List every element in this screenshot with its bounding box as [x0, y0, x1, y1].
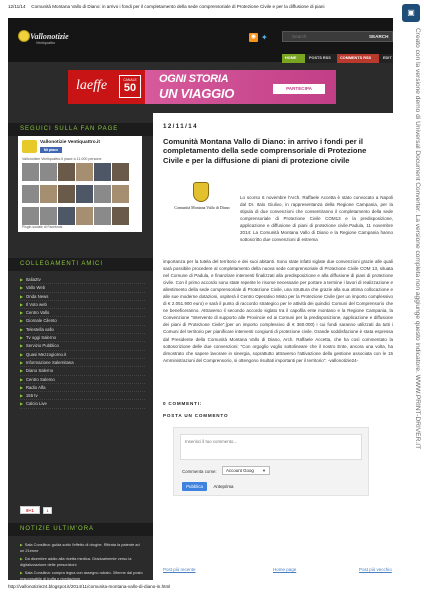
- link-label: Telestella vallo: [25, 326, 54, 332]
- comments-count: 0 COMMENTI:: [163, 401, 203, 406]
- bullet-arrow-icon: ▶: [20, 377, 23, 382]
- bullet-arrow-icon: ▶: [20, 385, 23, 390]
- bullet-arrow-icon: ▶: [20, 286, 23, 291]
- banner-brand-panel: [68, 70, 145, 104]
- chevron-down-icon: ▼: [262, 468, 266, 473]
- list-item[interactable]: [20, 326, 145, 334]
- list-item[interactable]: [20, 376, 145, 384]
- channel-label: CANALE: [123, 78, 137, 82]
- list-item[interactable]: [20, 276, 145, 284]
- main-nav: [282, 54, 393, 63]
- bullet-arrow-icon: ▶: [20, 294, 23, 299]
- link-label: Centro Vallo: [25, 310, 50, 316]
- link-label: Giornale Cilento: [25, 318, 57, 324]
- nav-posts-rss[interactable]: POSTS RSS: [309, 56, 331, 60]
- logo-name: Vallonotizie: [30, 32, 69, 41]
- bullet-arrow-icon: ▶: [20, 352, 23, 357]
- avatar[interactable]: [94, 185, 111, 203]
- publish-button[interactable]: Pubblica: [182, 482, 207, 491]
- nav-comments-rss[interactable]: COMMENTS RSS: [337, 54, 379, 63]
- avatar[interactable]: [58, 163, 75, 181]
- recent-heading: NOTIZIE ULTIM'ORA: [8, 523, 153, 536]
- fb-faces-grid: [22, 163, 138, 229]
- print-date: 12/11/14: [8, 4, 26, 9]
- coat-of-arms-icon: [193, 182, 209, 202]
- search-button[interactable]: SEARCH: [369, 34, 389, 39]
- list-item[interactable]: [20, 351, 145, 359]
- bullet-arrow-icon: ▶: [20, 402, 23, 407]
- post-emblem: [173, 182, 233, 232]
- list-item[interactable]: [20, 334, 145, 342]
- link-label: Servizio Pubblico: [25, 343, 59, 349]
- link-label: Onda News: [25, 293, 49, 299]
- list-item[interactable]: [20, 301, 145, 309]
- fb-plugin-label: Plugin sociale di Facebook: [22, 225, 63, 229]
- banner-line-1: OGNI STORIA: [159, 73, 229, 85]
- avatar[interactable]: [22, 185, 39, 203]
- search-box: [282, 31, 393, 42]
- list-item[interactable]: [20, 392, 145, 400]
- links-heading: COLLEGAMENTI AMICI: [8, 258, 153, 271]
- fb-page-name[interactable]: Vallonotizie Ventiquattro.it: [40, 140, 100, 145]
- nav-home[interactable]: HOME: [282, 54, 305, 63]
- avatar[interactable]: [112, 163, 129, 181]
- list-item[interactable]: [20, 542, 145, 553]
- comment-form: [173, 427, 369, 496]
- post-comment-heading: POSTA UN COMMENTO: [163, 413, 229, 418]
- bullet-arrow-icon: ▶: [20, 278, 23, 282]
- google-plus-button[interactable]: 8+1: [20, 506, 40, 514]
- sidebar: [8, 113, 153, 580]
- converter-watermark-text: Creato con la versione demo di Universal Document Converter. La versione completa non aggiunge questo indicatore. WWW.PRINT-DRIVER.IT: [414, 28, 421, 450]
- avatar[interactable]: [76, 207, 93, 225]
- avatar[interactable]: [76, 163, 93, 181]
- recent-post-label: Sala Consilina: guida sotto l'effetto di droghe. Ritirata la patente ad un 21enne: [20, 542, 140, 553]
- bullet-arrow-icon: ▶: [20, 311, 23, 316]
- facebook-widget: [18, 136, 142, 232]
- avatar[interactable]: [58, 185, 75, 203]
- link-label: Calcio Live: [25, 401, 47, 407]
- fb-heading: SEGUICI SULLA FAN PAGE: [8, 123, 153, 136]
- google-plus-count: 1: [43, 507, 52, 514]
- post-main: [153, 113, 393, 580]
- links-list: [20, 276, 145, 409]
- list-item[interactable]: [20, 284, 145, 292]
- fb-like-button[interactable]: Mi piace: [40, 147, 62, 153]
- print-footer-url: http://vallonotizie24.blogspot.it/2014/11/comunita-montana-vallo-di-diano-in.html: [8, 584, 171, 589]
- comment-textarea[interactable]: [180, 434, 362, 460]
- print-header: [8, 4, 388, 12]
- link-label: Diano Salerno: [25, 368, 54, 374]
- account-value: Account Goog: [226, 468, 254, 473]
- recent-post-label: Sala Consilina: compra legna con assegno rubato. 39enne dal posto responsabile di truffa e ricettazione: [20, 570, 143, 580]
- bullet-arrow-icon: ▶: [20, 319, 23, 324]
- link-label: Quasi Mezzogiorno.it: [25, 351, 67, 357]
- search-input[interactable]: [283, 32, 368, 41]
- bullet-arrow-icon: ▶: [20, 369, 23, 374]
- avatar[interactable]: [58, 207, 75, 225]
- banner-line-2: UN VIAGGIO: [159, 86, 235, 101]
- logo-badge-icon: [18, 30, 30, 42]
- avatar[interactable]: [112, 185, 129, 203]
- bullet-arrow-icon: ▶: [20, 327, 23, 332]
- twitter-bird-icon[interactable]: ✦: [261, 33, 268, 42]
- list-item[interactable]: [20, 400, 145, 408]
- converter-watermark-strip: [398, 0, 424, 600]
- list-item[interactable]: [20, 556, 145, 567]
- bullet-arrow-icon: ▶: [20, 360, 23, 365]
- list-item[interactable]: [20, 570, 145, 580]
- post-body: importanza per la tutela del territorio e dei suoi abitanti. Sono state infatti siglate due convenzioni grazie alle quali sarà possibile procedere al completamento della nuova sede comprensoriale di Protezione Civile COM 13, situata nel Comune di Padula, e finanziare interventi finalizzati alla predisposizione e alla diffusione di piani di protezione civile. Con il primo accordo sono state reperite le risorse necessarie per portare a termine i lavori di realizzazione e allestimento della sede comprensoriale di Protezione Civile, una struttura che grazie alla sua ottima collocazione e alle sue moderne dotazioni, ospiterà il Centro Operativo Misto per la Protezione Civile (per un importo complessivo di € 2.051.900 euro) e sarà il punto di raccordo strategico per le attività dei quindici Comuni del Comprensorio che ne beneficeranno. Attraverso il secondo accordo siglato tra il capofila ente montano e la Regione Campania, la Convenzione "Intervento di supporto alle Provincie ed ai Comuni per la predisposizione, applicazione e diffusione dei piani di Protezione Civile",(per un importo complessivo di € 360.000) i cui fondi saranno utilizzati da tutti i Comuni del territorio per pianificare interventi congiunti di protezione civile. Grande soddisfazione è stata espressa dal Presidente della Comunità Montana Vallo di Diano, Arch. Raffaele Accetta, che ha così commentato la sottoscrizione delle due convenzioni: "Con orgoglio voglio sottolineare che il nostro Ente, ancora una volta, ha dimostrato che sapere lavorare in sinergia, soprattutto attraverso l'attivazione della gestione associata con le 15 Amministrazioni del Comprensorio, si ottengono risultati importanti per il territorio". -vallonotizie24-: [163, 259, 393, 363]
- fb-like-count: Vallonotizie Ventiquattro.it piace a 11.000 persone.: [22, 157, 103, 161]
- link-label: Radio Alfa: [25, 384, 46, 390]
- newer-post-link[interactable]: Post più recente: [163, 567, 196, 572]
- list-item[interactable]: [20, 317, 145, 325]
- comment-as-label: Commenta come:: [182, 469, 217, 474]
- fb-page-avatar[interactable]: [22, 140, 37, 153]
- link-label: Vallo Web: [25, 285, 46, 291]
- nav-edit[interactable]: EDIT: [383, 56, 392, 60]
- avatar[interactable]: [112, 207, 129, 225]
- social-links: [249, 33, 273, 43]
- ad-banner[interactable]: [68, 70, 336, 104]
- list-item[interactable]: [20, 293, 145, 301]
- list-item[interactable]: [20, 367, 145, 375]
- link-label: Italia2tv: [25, 277, 41, 282]
- recent-post-label: Da dicembre addio alla ricetta medica. Gradualmente verso la digitalizzazione delle prescrizioni: [20, 556, 132, 567]
- avatar[interactable]: [76, 185, 93, 203]
- post-date: 12/11/14: [163, 123, 198, 130]
- converter-logo-icon: ▣: [402, 4, 420, 22]
- avatar[interactable]: [22, 163, 39, 181]
- channel-number: 50: [123, 82, 137, 94]
- link-label: 155 tv: [25, 393, 38, 399]
- account-select[interactable]: [222, 466, 270, 475]
- bullet-arrow-icon: ▶: [20, 543, 23, 547]
- list-item[interactable]: [20, 342, 145, 350]
- emblem-caption: Comunità Montana Vallo di Diano: [174, 205, 230, 210]
- avatar[interactable]: [22, 207, 39, 225]
- banner-slogan-panel: [145, 70, 336, 104]
- post-body-intro: Lo scorso 6 novembre l'Arch. Raffaele Accetta è stato convocato a Napoli dal Dr. Italo Giulivo, in rappresentanza della Regione Campania, per la stipula di due convenzioni che consentiranno il completamento della sede comprensoriale di Protezione Civile COM13 e la predisposizione, applicazione e diffusione di piani di protezione civile.Padula, 11 novembre 2014: La Comunità Montana Vallo di Diano e la Regione Campania hanno sottoscritto due convenzioni di estrema: [240, 195, 393, 243]
- site-logo[interactable]: [18, 30, 80, 50]
- recent-posts-list: [20, 542, 145, 580]
- link-label: Tv oggi Salerno: [25, 335, 57, 341]
- home-link[interactable]: Home page: [273, 567, 297, 572]
- list-item[interactable]: [20, 359, 145, 367]
- banner-brand: laeffe: [76, 78, 108, 93]
- banner-cta-button[interactable]: PARTECIPA: [273, 84, 325, 94]
- bullet-arrow-icon: ▶: [20, 344, 23, 349]
- avatar[interactable]: [94, 163, 111, 181]
- bullet-arrow-icon: ▶: [20, 394, 23, 399]
- list-item[interactable]: [20, 309, 145, 317]
- avatar[interactable]: [40, 185, 57, 203]
- link-label: Informazione Salernitana: [25, 359, 74, 365]
- print-title: Comunità Montana Vallo di Diano: in arrivo i fondi per il completamento della sede comprensoriale di Protezione Civile e per la diffusione di piani: [31, 4, 325, 9]
- post-title[interactable]: Comunità Montana Vallo di Diano: in arrivo i fondi per il completamento della sede comprensoriale di Protezione Civile e per la diffusione di piani di protezione civile: [163, 137, 367, 165]
- list-item[interactable]: [20, 384, 145, 392]
- channel-box: [119, 75, 141, 98]
- bullet-arrow-icon: ▶: [20, 336, 23, 341]
- avatar[interactable]: [40, 163, 57, 181]
- older-post-link[interactable]: Post più vecchio: [359, 567, 392, 572]
- rss-icon[interactable]: ◉: [250, 34, 257, 40]
- preview-button[interactable]: Anteprima: [213, 484, 234, 489]
- avatar[interactable]: [94, 207, 111, 225]
- blog-page: [8, 18, 393, 580]
- link-label: Centro Salerno: [25, 376, 55, 382]
- logo-sub: Ventiquattro: [36, 41, 56, 45]
- bullet-arrow-icon: ▶: [20, 571, 23, 575]
- avatar[interactable]: [40, 207, 57, 225]
- post-pager: [163, 567, 393, 575]
- link-label: Il Voto web: [25, 301, 47, 307]
- bullet-arrow-icon: ▶: [20, 302, 23, 307]
- bullet-arrow-icon: ▶: [20, 557, 23, 561]
